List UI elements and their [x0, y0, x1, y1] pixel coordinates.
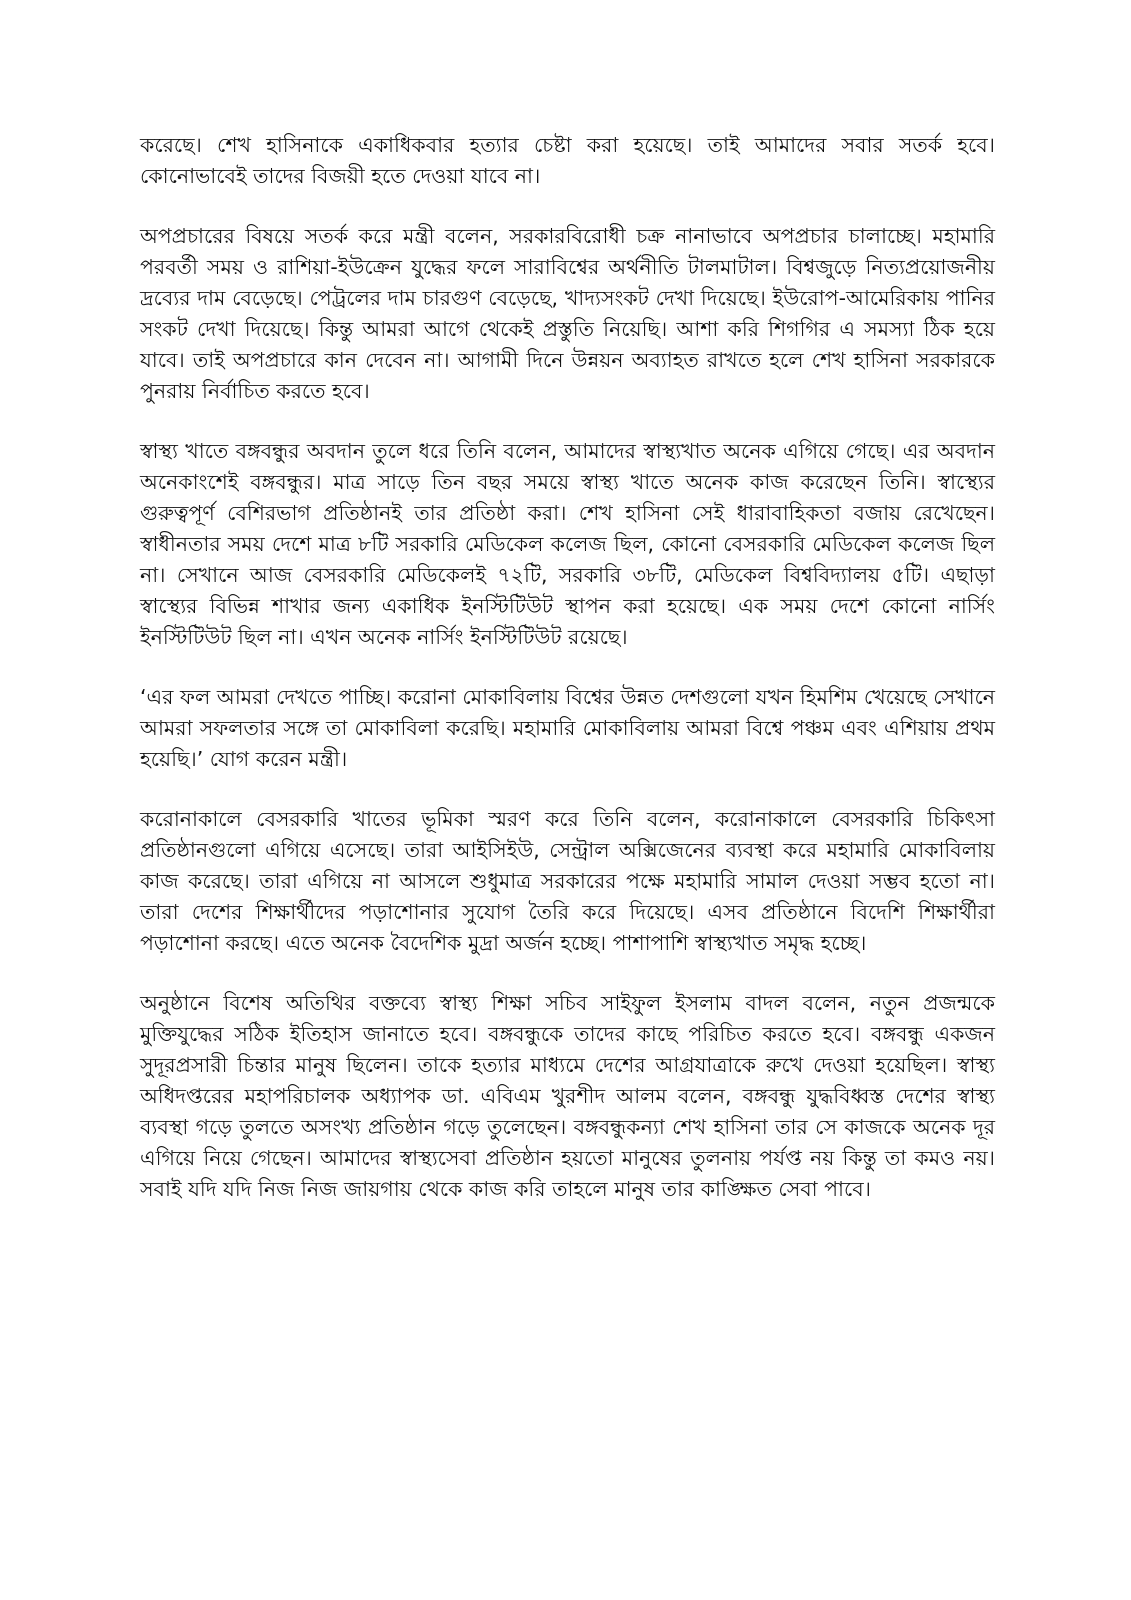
- paragraph-6: অনুষ্ঠানে বিশেষ অতিথির বক্তব্যে স্বাস্থ্য শিক্ষা সচিব সাইফুল ইসলাম বাদল বলেন, নতুন প্রজন্মকে মুক্তিযুদ্ধের সঠিক ইতিহাস জানাতে হবে। বঙ্গবন্ধুকে তাদের কাছে পরিচিত করতে হবে। বঙ্গবন্ধু একজন সুদূরপ্রসারী চিন্তার মানুষ ছিলেন। তাকে হত্যার মাধ্যমে দেশের আগ্রযাত্রাকে রুখে দেওয়া হয়েছিল। স্বাস্থ্য অধিদপ্তরের মহাপরিচালক অধ্যাপক ডা. এবিএম খুরশীদ আলম বলেন, বঙ্গবন্ধু যুদ্ধবিধ্বস্ত দেশের স্বাস্থ্য ব্যবস্থা গড়ে তুলতে অসংখ্য প্রতিষ্ঠান গড়ে তুলেছেন। বঙ্গবন্ধুকন্যা শেখ হাসিনা তার সে কাজকে অনেক দূর এগিয়ে নিয়ে গেছেন। আমাদের স্বাস্থ্যসেবা প্রতিষ্ঠান হয়তো মানুষের তুলনায় পর্যপ্ত নয় কিন্তু তা কমও নয়। সবাই যদি যদি নিজ নিজ জায়গায় থেকে কাজ করি তাহলে মানুষ তার কাঙ্ক্ষিত সেবা পাবে।: [140, 991, 995, 1201]
- paragraph-2: অপপ্রচারের বিষয়ে সতর্ক করে মন্ত্রী বলেন, সরকারবিরোধী চক্র নানাভাবে অপপ্রচার চালাচ্ছে। মহামারি পরবর্তী সময় ও রাশিয়া-ইউক্রেন যুদ্ধের ফলে সারাবিশ্বের অর্থনীতি টালমাটাল। বিশ্বজুড়ে নিত্যপ্রয়োজনীয় দ্রব্যের দাম বেড়েছে। পেট্রলের দাম চারগুণ বেড়েছে, খাদ্যসংকট দেখা দিয়েছে। ইউরোপ-আমেরিকায় পানির সংকট দেখা দিয়েছে। কিন্তু আমরা আগে থেকেই প্রস্তুতি নিয়েছি। আশা করি শিগগির এ সমস্যা ঠিক হয়ে যাবে। তাই অপপ্রচারে কান দেবেন না। আগামী দিনে উন্নয়ন অব্যাহত রাখতে হলে শেখ হাসিনা সরকারকে পুনরায় নির্বাচিত করতে হবে।: [140, 224, 995, 403]
- paragraph-5: করোনাকালে বেসরকারি খাতের ভূমিকা স্মরণ করে তিনি বলেন, করোনাকালে বেসরকারি চিকিৎসা প্রতিষ্ঠানগুলো এগিয়ে এসেছে। তারা আইসিইউ, সেন্ট্রাল অক্সিজেনের ব্যবস্থা করে মহামারি মোকাবিলায় কাজ করেছে। তারা এগিয়ে না আসলে শুধুমাত্র সরকারের পক্ষে মহামারি সামাল দেওয়া সম্ভব হতো না। তারা দেশের শিক্ষার্থীদের পড়াশোনার সুযোগ তৈরি করে দিয়েছে। এসব প্রতিষ্ঠানে বিদেশি শিক্ষার্থীরা পড়াশোনা করছে। এতে অনেক বৈদেশিক মুদ্রা অর্জন হচ্ছে। পাশাপাশি স্বাস্থ্যখাত সমৃদ্ধ হচ্ছে।: [140, 807, 995, 955]
- paragraph-1: করেছে। শেখ হাসিনাকে একাধিকবার হত্যার চেষ্টা করা হয়েছে। তাই আমাদের সবার সতর্ক হবে। কোনোভাবেই তাদের বিজয়ী হতে দেওয়া যাবে না।: [140, 133, 995, 188]
- paragraph-4: ‘এর ফল আমরা দেখতে পাচ্ছি। করোনা মোকাবিলায় বিশ্বের উন্নত দেশগুলো যখন হিমশিম খেয়েছে সেখানে আমরা সফলতার সঙ্গে তা মোকাবিলা করেছি। মহামারি মোকাবিলায় আমরা বিশ্বে পঞ্চম এবং এশিয়ায় প্রথম হয়েছি।’ যোগ করেন মন্ত্রী।: [140, 685, 995, 771]
- paragraph-3: স্বাস্থ্য খাতে বঙ্গবন্ধুর অবদান তুলে ধরে তিনি বলেন, আমাদের স্বাস্থ্যখাত অনেক এগিয়ে গেছে। এর অবদান অনেকাংশেই বঙ্গবন্ধুর। মাত্র সাড়ে তিন বছর সময়ে স্বাস্থ্য খাতে অনেক কাজ করেছেন তিনি। স্বাস্থ্যের গুরুত্বপূর্ণ বেশিরভাগ প্রতিষ্ঠানই তার প্রতিষ্ঠা করা। শেখ হাসিনা সেই ধারাবাহিকতা বজায় রেখেছেন। স্বাধীনতার সময় দেশে মাত্র ৮টি সরকারি মেডিকেল কলেজ ছিল, কোনো বেসরকারি মেডিকেল কলেজ ছিল না। সেখানে আজ বেসরকারি মেডিকেলই ৭২টি, সরকারি ৩৮টি, মেডিকেল বিশ্ববিদ্যালয় ৫টি। এছাড়া স্বাস্থ্যের বিভিন্ন শাখার জন্য একাধিক ইনস্টিটিউট স্থাপন করা হয়েছে। এক সময় দেশে কোনো নার্সিং ইনস্টিটিউট ছিল না। এখন অনেক নার্সিং ইনস্টিটিউট রয়েছে।: [140, 439, 995, 649]
